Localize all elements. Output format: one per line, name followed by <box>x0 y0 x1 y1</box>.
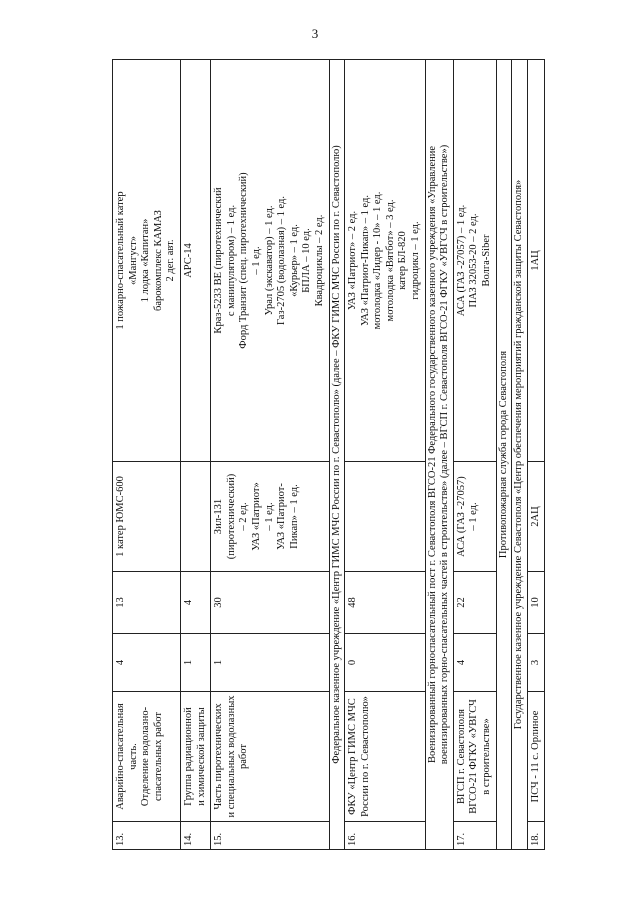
row-number: 14. <box>180 822 210 850</box>
equipment-line: 1АЦ <box>529 250 541 271</box>
unit-name-cell <box>527 692 545 822</box>
row-number: 17. <box>453 822 496 850</box>
personnel-cell: 30 <box>211 572 329 634</box>
unit-line: ВГСО-21 ФГКУ «УВГСЧ <box>468 699 480 814</box>
equipment-line: – 2 ед. <box>238 502 250 531</box>
equipment-line: 1 пожарно-спасательный катер <box>115 191 126 330</box>
equipment-line: АРС-14 <box>182 243 194 278</box>
unit-name-cell <box>345 692 426 822</box>
personnel-cell: 22 <box>453 572 496 634</box>
equipment-cell <box>211 462 329 572</box>
section-title: Противопожарная служба города Севастополя <box>496 60 512 850</box>
unit-line: Отделение водолазно- <box>140 706 152 807</box>
rotated-table-container <box>112 60 580 850</box>
count-cell: 4 <box>453 634 496 692</box>
equipment-line: с манипулятором) – 1 ед. <box>225 204 237 317</box>
equipment-line: катер БЛ-820 <box>397 231 409 290</box>
extra-equipment-cell <box>180 60 210 462</box>
extra-equipment-cell <box>211 60 329 462</box>
unit-line: Часть пиротехнических <box>213 703 225 810</box>
personnel-cell: 10 <box>527 572 545 634</box>
equipment-line: «Курьер» – 1 ед. <box>288 224 300 297</box>
unit-name-cell <box>211 692 329 822</box>
unit-line: ВГСП г. Севастополя <box>455 709 467 804</box>
equipment-line: 2АЦ <box>529 506 541 527</box>
equipment-line: БПЛА – 10 ед. <box>301 228 313 293</box>
section-title: Государственное казенное учреждение Севастополя «Центр обеспечения мероприятий гражданской защиты Севастополя» <box>512 60 528 850</box>
equipment-line: АСА (ГАЗ -27057) – 1 ед. <box>455 204 467 317</box>
equipment-line: 2 дег. авт. <box>165 239 177 282</box>
table-row-13 <box>113 60 181 850</box>
equipment-line: УАЗ «Патриот- <box>276 483 288 550</box>
equipment-cell <box>180 462 210 572</box>
page-number: 3 <box>311 26 319 41</box>
section-header-vgsp <box>425 60 453 850</box>
unit-line: Аварийно-спасательная <box>115 703 126 810</box>
unit-name-cell <box>180 692 210 822</box>
equipment-line: АСА (ГАЗ -27057) <box>455 476 467 557</box>
equipment-line: Урал (экскаватор) – 1 ед. <box>263 205 275 316</box>
equipment-cell <box>453 462 496 572</box>
equipment-line: мотолодка «Лидер - 10» – 1 ед. <box>372 191 384 330</box>
equipment-line: Квадроциклы – 2 ед. <box>313 214 325 307</box>
unit-line: часть. <box>127 743 139 770</box>
extra-equipment-cell <box>527 60 545 462</box>
equipment-line: ПАЗ 32053-20 – 2 ед. <box>468 213 480 308</box>
equipment-line: «Мангуст» <box>127 236 139 285</box>
unit-line: Группа радиационной <box>182 707 194 806</box>
count-cell: 1 <box>211 634 329 692</box>
table-row-15 <box>211 60 329 850</box>
table-row-16 <box>345 60 426 850</box>
count-cell: 0 <box>345 634 426 692</box>
equipment-line: барокомплекс КАМАЗ <box>152 210 164 311</box>
equipment-line: Зил-131 <box>213 498 225 535</box>
equipment-line: (пиротехнический) <box>225 473 237 560</box>
unit-line: работ <box>238 744 250 769</box>
section-title: Федеральное казенное учреждение «Центр ГИМС МЧС России по г. Севастополю» (далее – ФКУ ГИМС МЧС России по г. Севастополю) <box>329 60 345 850</box>
equipment-cell <box>527 462 545 572</box>
table-row-14 <box>180 60 210 850</box>
equipment-line: УАЗ «Патриот-Пикап» – 1 ед. <box>359 194 371 327</box>
unit-line: в строительстве» <box>481 718 493 795</box>
unit-line: и химической защиты <box>195 707 207 806</box>
equipment-line: Пикап» – 1 ед. <box>288 484 300 549</box>
unit-line: России по г. Севастополю» <box>359 696 371 817</box>
section-title <box>425 60 453 850</box>
personnel-cell: 48 <box>345 572 426 634</box>
equipment-line: УАЗ «Патриот» – 2 ед. <box>347 210 359 311</box>
row-number: 18. <box>527 822 545 850</box>
equipment-cell <box>345 462 426 572</box>
unit-name-cell <box>453 692 496 822</box>
count-cell: 3 <box>527 634 545 692</box>
extra-equipment-cell <box>113 60 181 462</box>
row-number: 13. <box>113 822 181 850</box>
equipment-line: – 1 ед. <box>468 502 480 531</box>
equipment-line: мотолодка «Вятбот» – 3 ед. <box>384 199 396 322</box>
section-title-line: военизированных горно-спасательных частей в строительстве» (далее – ВГСП г. Севастополя ВГСО-21 ФГКУ «УВГСЧ в строительстве») <box>439 144 451 765</box>
equipment-line: 1 катер ЮМС-600 <box>115 476 126 557</box>
section-title-line: Военизированный горноспасательный пост г. Севастополя ВГСО-21 Федерального государственного казенного учреждения «Управление <box>426 145 438 764</box>
equipment-line: гидроцикл – 1 ед. <box>410 221 422 300</box>
rotated-table-wrapper <box>112 60 580 850</box>
personnel-cell: 4 <box>180 572 210 634</box>
table-row-18 <box>527 60 545 850</box>
unit-line: спасательных работ <box>152 712 164 801</box>
equipment-line: – 1 ед. <box>250 246 262 275</box>
equipment-line: 1 лодка «Капитан» <box>140 218 152 303</box>
equipment-line: Газ-2705 (водолазная) – 1 ед. <box>276 195 288 326</box>
count-cell: 4 <box>113 634 181 692</box>
unit-line: и специальных водолазных <box>225 695 237 818</box>
equipment-line: Волга-Siber <box>481 234 493 287</box>
unit-line: ПСЧ - 11 с. Орлиное <box>529 710 541 803</box>
forces-table <box>112 59 545 850</box>
table-row-17 <box>453 60 496 850</box>
extra-equipment-cell <box>453 60 496 462</box>
unit-name-cell <box>113 692 181 822</box>
equipment-line: – 1 ед. <box>263 502 275 531</box>
unit-line: ФКУ «Центр ГИМС МЧС <box>347 698 359 815</box>
section-header-fire-service <box>496 60 512 850</box>
row-number: 16. <box>345 822 426 850</box>
section-header-civil-protection <box>512 60 528 850</box>
count-cell: 1 <box>180 634 210 692</box>
equipment-cell <box>113 462 181 572</box>
row-number: 15. <box>211 822 329 850</box>
extra-equipment-cell <box>345 60 426 462</box>
equipment-line: УАЗ «Патриот» <box>250 482 262 551</box>
equipment-line: Краз-5233 ВЕ (пиротехнический <box>213 187 225 334</box>
equipment-line: Форд Транзит (спец. пиротехнический) <box>238 172 250 349</box>
section-header-gims <box>329 60 345 850</box>
personnel-cell: 13 <box>113 572 181 634</box>
